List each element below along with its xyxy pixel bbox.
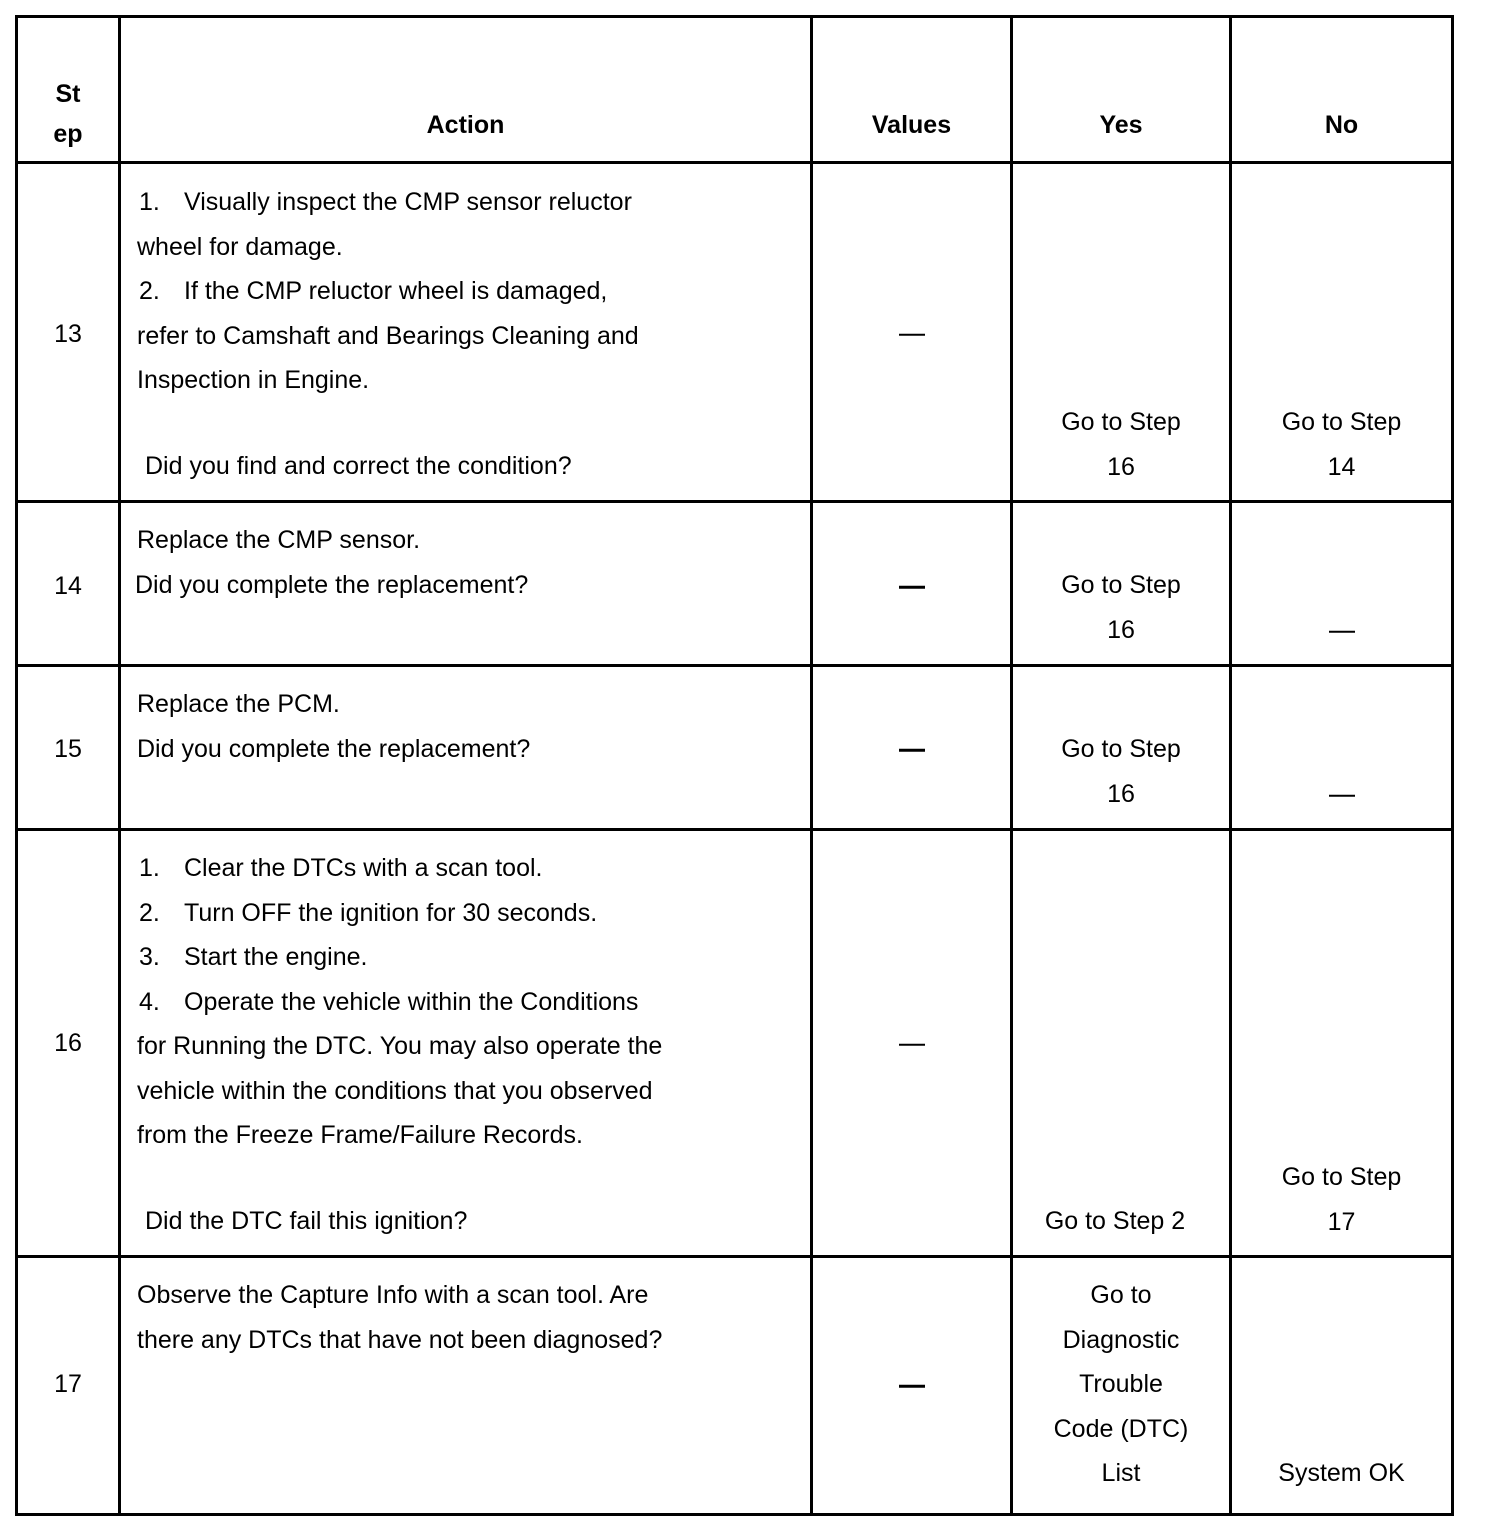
values-dash: [813, 727, 1010, 772]
yes-cell: [1012, 502, 1231, 666]
no-outcome: Go to Step 14: [1281, 408, 1402, 481]
no-cell: [1231, 666, 1453, 830]
values-cell: [812, 666, 1012, 830]
values-cell: [812, 1257, 1012, 1515]
action-text: 1. Visually inspect the CMP sensor reluctor wheel for damage. 2. If the CMP reluctor wheel is damaged, refer to Camshaft and Bearings Cleaning and Inspection in Engine.: [137, 188, 639, 394]
action-question: Did you find and correct the condition?: [145, 452, 572, 480]
action-cell: [120, 163, 812, 502]
values-cell: [812, 830, 1012, 1257]
yes-outcome: Go to Step 2: [1044, 1207, 1186, 1235]
table-row-step-15: [17, 666, 1453, 830]
diagnostic-table: [15, 15, 1454, 1516]
yes-outcome: Go to Step 16: [1061, 735, 1181, 808]
action-cell: [120, 502, 812, 666]
step-cell: [17, 1257, 120, 1515]
action-text: Replace the CMP sensor. Did you complete the replacement?: [135, 526, 529, 599]
step-number: 15: [54, 734, 82, 763]
values-dash: [813, 312, 1010, 357]
step-number: 17: [54, 1369, 82, 1398]
yes-cell: [1012, 1257, 1231, 1515]
no-cell: [1231, 830, 1453, 1257]
step-number: 14: [54, 571, 82, 600]
action-text: Observe the Capture Info with a scan tool. Are there any DTCs that have not been diagnosed?: [137, 1281, 663, 1354]
table-row-step-13: [17, 163, 1453, 502]
action-cell: [120, 666, 812, 830]
no-outcome: System OK: [1278, 1459, 1405, 1487]
no-dash: [1232, 773, 1451, 818]
header-step: [17, 17, 120, 163]
step-cell: [17, 502, 120, 666]
header-yes: Yes: [1012, 17, 1231, 163]
no-cell: [1231, 502, 1453, 666]
header-action: Action: [120, 17, 812, 163]
yes-cell: [1012, 666, 1231, 830]
no-dash: [1232, 609, 1451, 654]
yes-cell: [1012, 830, 1231, 1257]
table-row-step-16: [17, 830, 1453, 1257]
yes-outcome: Go to Diagnostic Trouble Code (DTC) List: [1053, 1281, 1189, 1487]
header-step-line1: St: [55, 80, 81, 108]
values-cell: [812, 502, 1012, 666]
values-dash: [813, 1022, 1010, 1067]
header-row: [17, 17, 1453, 163]
no-outcome: Go to Step 17: [1281, 1163, 1402, 1236]
action-cell: [120, 830, 812, 1257]
yes-outcome: Go to Step 16: [1061, 408, 1181, 481]
header-values: Values: [812, 17, 1012, 163]
action-question: Did the DTC fail this ignition?: [145, 1207, 468, 1235]
step-cell: [17, 666, 120, 830]
header-step-line2: ep: [53, 120, 83, 148]
step-number: 16: [54, 1028, 82, 1057]
action-text: Replace the PCM. Did you complete the replacement?: [137, 690, 531, 763]
action-text: 1. Clear the DTCs with a scan tool. 2. Turn OFF the ignition for 30 seconds. 3. Start the engine. 4. Operate the vehicle within the Conditions for Running the DTC. You may also operate the vehicle within the conditions that you observed from the Freeze Frame/Failure Records.: [137, 854, 663, 1149]
values-dash: [813, 1363, 1010, 1408]
yes-cell: [1012, 163, 1231, 502]
values-cell: [812, 163, 1012, 502]
no-cell: [1231, 1257, 1453, 1515]
step-cell: [17, 163, 120, 502]
header-no: No: [1231, 17, 1453, 163]
table-row-step-17: [17, 1257, 1453, 1515]
action-cell: [120, 1257, 812, 1515]
step-cell: [17, 830, 120, 1257]
values-dash: [813, 564, 1010, 609]
yes-outcome: Go to Step 16: [1061, 571, 1181, 644]
step-number: 13: [54, 319, 82, 348]
no-cell: [1231, 163, 1453, 502]
table-row-step-14: [17, 502, 1453, 666]
